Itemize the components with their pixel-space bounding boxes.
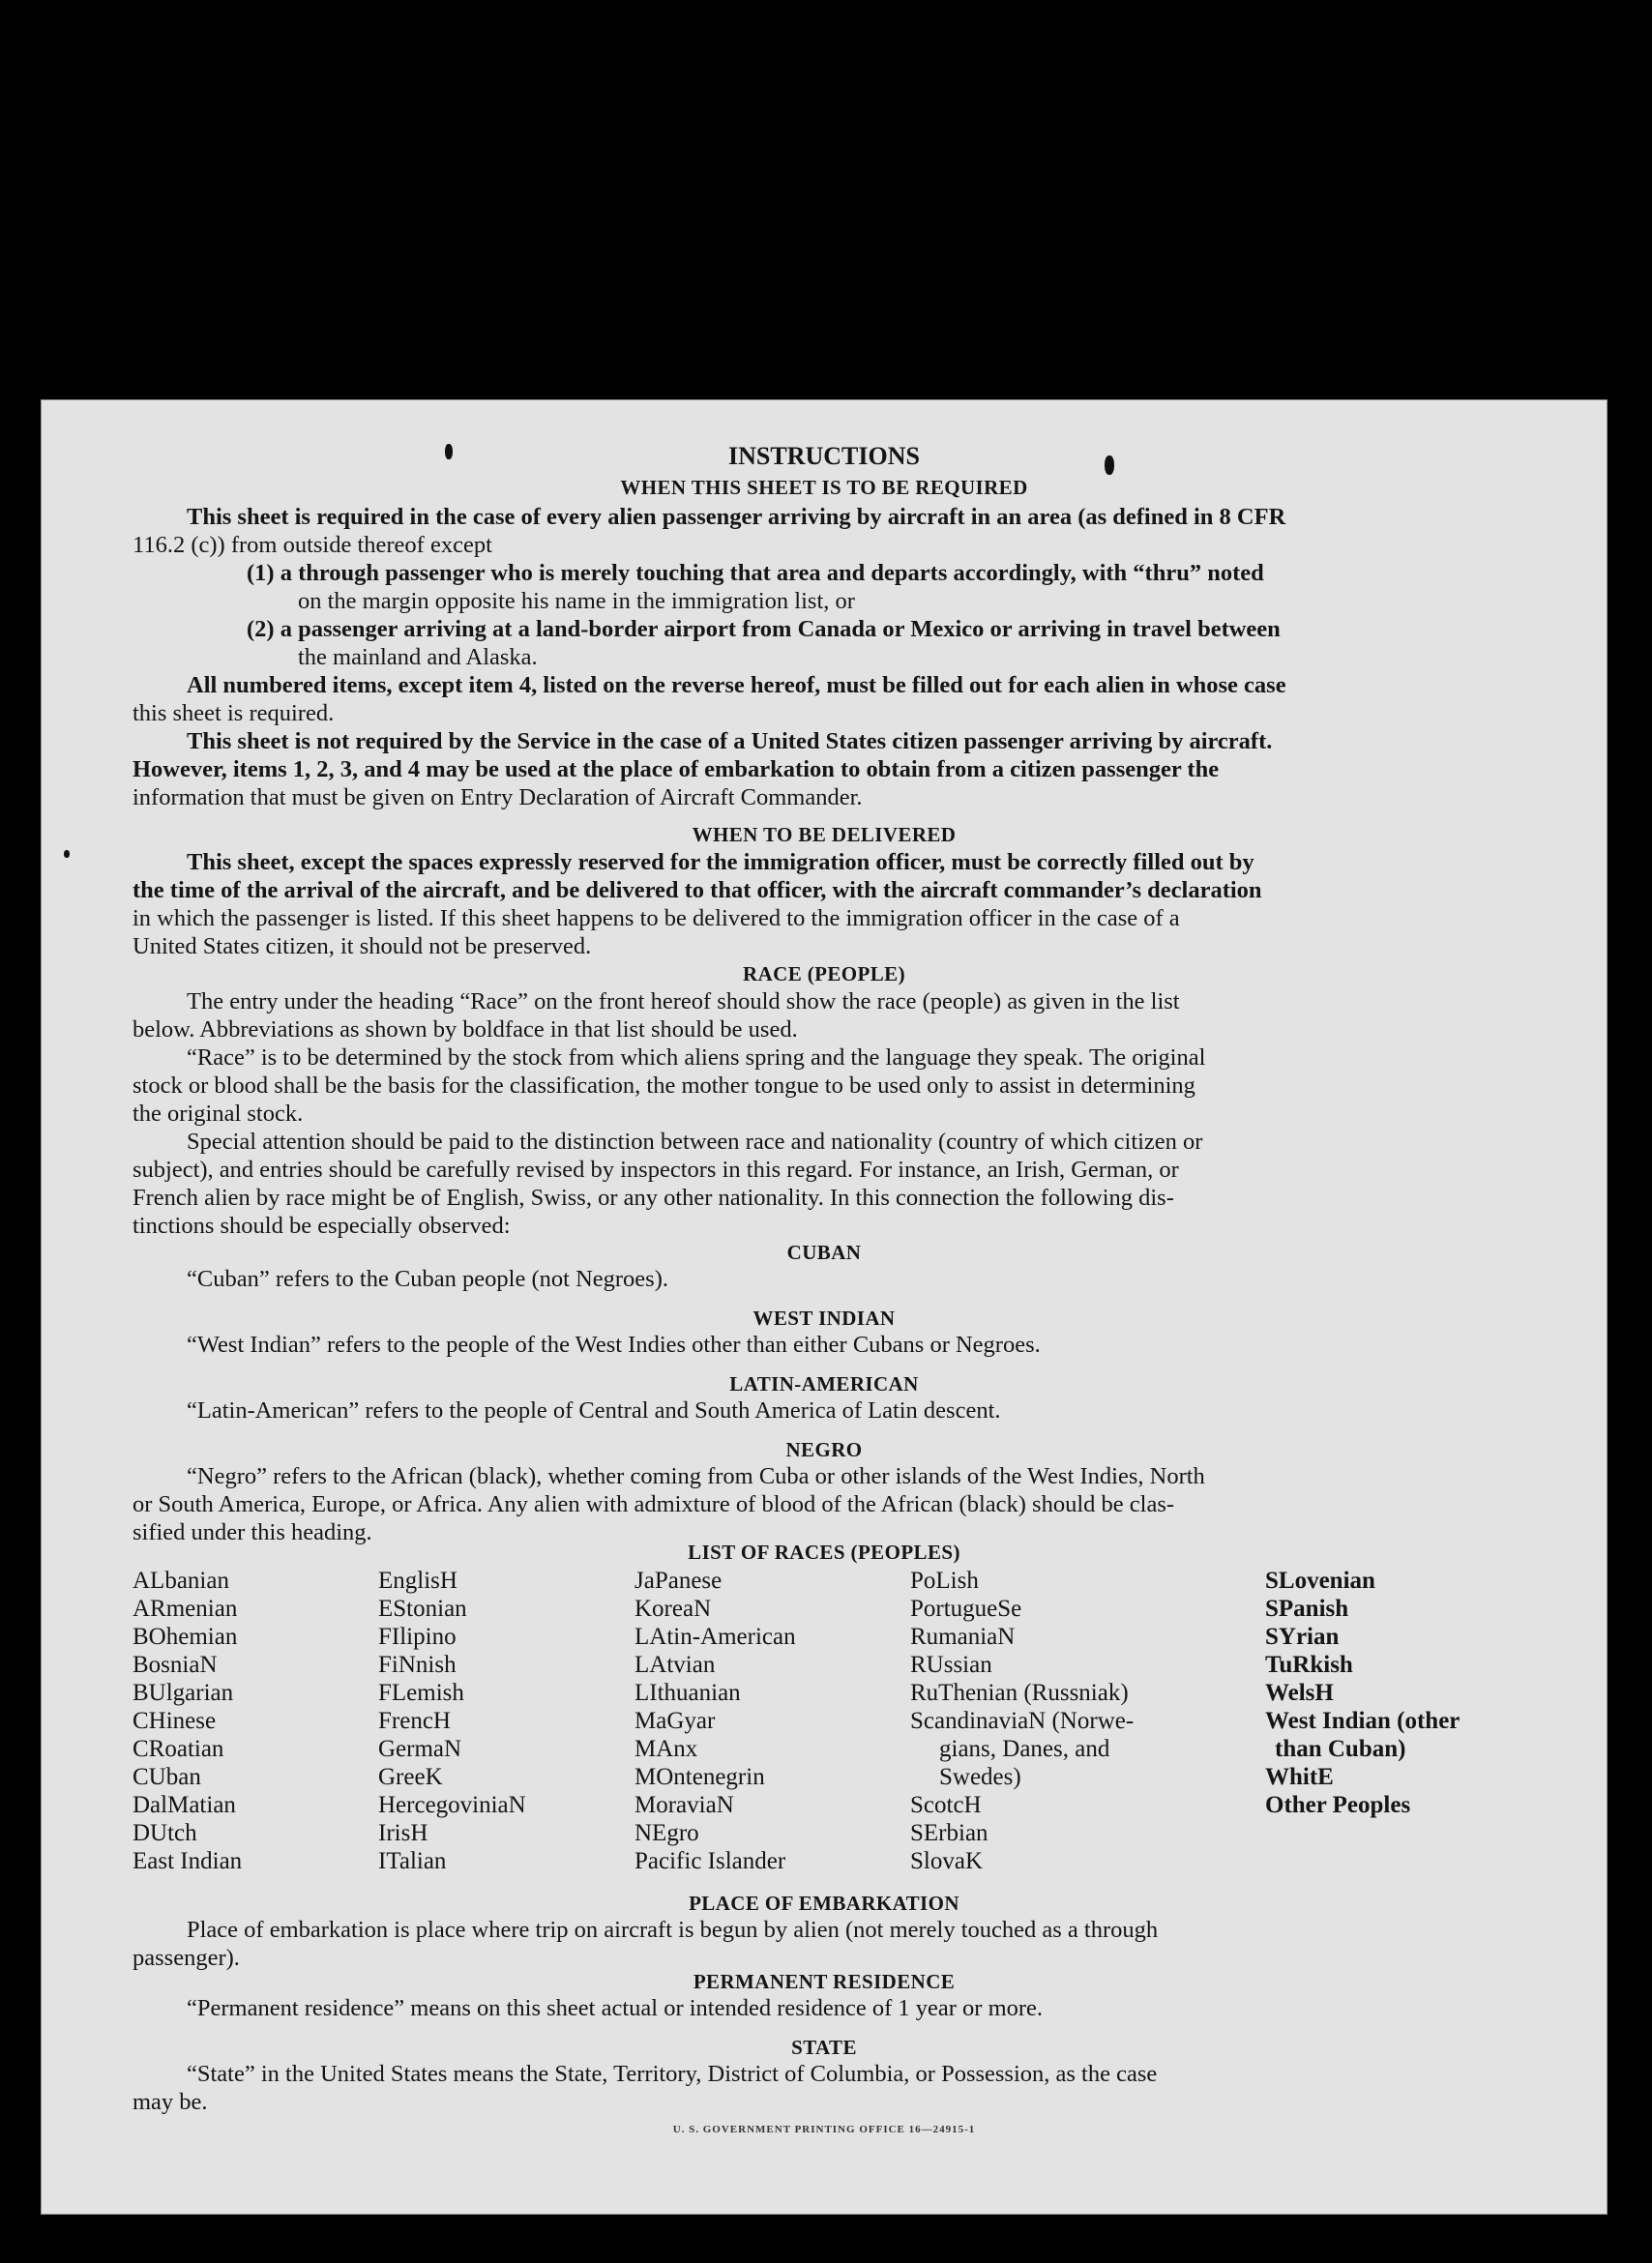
race-list-item: ARmenian: [133, 1596, 238, 1622]
text-line: “Permanent residence” means on this sheet actual or intended residence of 1 year or more.: [187, 1995, 1044, 2021]
race-list-item: PoLish: [910, 1568, 979, 1594]
race-list-item: NEgro: [634, 1820, 699, 1846]
race-list-item: FIlipino: [378, 1624, 457, 1650]
race-list-item: IrisH: [378, 1820, 428, 1846]
race-list-item: BOhemian: [133, 1624, 238, 1650]
section-heading-cuban: CUBAN: [786, 1241, 862, 1264]
race-list-item: SLovenian: [1265, 1568, 1375, 1594]
text-line: (2) a passenger arriving at a land-border airport from Canada or Mexico or arriving in travel between: [247, 616, 1281, 642]
text-line: French alien by race might be of English, Swiss, or any other nationality. In this connection the following dis-: [133, 1185, 1174, 1211]
text-line: subject), and entries should be carefully revised by inspectors in this regard. For instance, an Irish, German, or: [133, 1157, 1179, 1183]
race-list-item: EStonian: [378, 1596, 467, 1622]
text-line: “Latin-American” refers to the people of Central and South America of Latin descent.: [187, 1397, 1001, 1424]
text-line: (1) a through passenger who is merely touching that area and departs accordingly, with “thru” noted: [247, 560, 1264, 586]
race-list-item: SErbian: [910, 1820, 988, 1846]
section-heading-race: RACE (PEOPLE): [743, 962, 905, 985]
race-list-item: RuThenian (Russniak): [910, 1680, 1129, 1706]
race-list-item: BosniaN: [133, 1652, 218, 1678]
text-line: tinctions should be especially observed:: [133, 1213, 511, 1239]
race-list-item: SPanish: [1265, 1596, 1349, 1622]
text-line: 116.2 (c)) from outside thereof except: [133, 532, 492, 558]
text-line: “West Indian” refers to the people of the West Indies other than either Cubans or Negroes.: [187, 1332, 1041, 1358]
race-list-item: CUban: [133, 1764, 201, 1790]
text-line: However, items 1, 2, 3, and 4 may be used at the place of embarkation to obtain from a citizen passenger the: [133, 756, 1220, 782]
text-line: this sheet is required.: [133, 700, 335, 726]
text-line: on the margin opposite his name in the immigration list, or: [298, 588, 855, 614]
race-list-item: ScandinaviaN (Norwe-: [910, 1708, 1135, 1734]
text-line: Special attention should be paid to the distinction between race and nationality (country of which citizen or: [187, 1129, 1203, 1155]
race-list-item: MoraviaN: [634, 1792, 734, 1818]
race-list-item: than Cuban): [1275, 1736, 1406, 1762]
text-line: below. Abbreviations as shown by boldface in that list should be used.: [133, 1016, 798, 1043]
race-list-item: WhitE: [1265, 1764, 1334, 1790]
race-list-item: KoreaN: [634, 1596, 712, 1622]
race-list-item: WelsH: [1265, 1680, 1334, 1706]
race-list-item: ScotcH: [910, 1792, 982, 1818]
text-line: This sheet is not required by the Service in the case of a United States citizen passenger arriving by aircraft.: [187, 728, 1273, 754]
text-line: the mainland and Alaska.: [298, 644, 538, 670]
race-list-item: EnglisH: [378, 1568, 457, 1594]
text-line: The entry under the heading “Race” on the front hereof should show the race (people) as given in the list: [187, 988, 1180, 1014]
race-list-item: LAtin-American: [634, 1624, 796, 1650]
text-line: All numbered items, except item 4, listed on the reverse hereof, must be filled out for each alien in whose case: [187, 672, 1286, 698]
section-heading-west-indian: WEST INDIAN: [752, 1307, 896, 1330]
race-list-item: LAtvian: [634, 1652, 716, 1678]
text-line: This sheet is required in the case of every alien passenger arriving by aircraft in an area (as defined in 8 CFR: [187, 504, 1286, 530]
race-list-item: West Indian (other: [1265, 1708, 1460, 1734]
race-list-item: GreeK: [378, 1764, 443, 1790]
text-line: “Negro” refers to the African (black), whether coming from Cuba or other islands of the West Indies, North: [187, 1463, 1205, 1489]
text-line: may be.: [133, 2089, 208, 2115]
text-line: United States citizen, it should not be preserved.: [133, 933, 592, 959]
race-list-item: MOntenegrin: [634, 1764, 765, 1790]
race-list-item: FLemish: [378, 1680, 464, 1706]
text-line: “Race” is to be determined by the stock from which aliens spring and the language they speak. The original: [187, 1044, 1206, 1071]
race-list-item: DUtch: [133, 1820, 197, 1846]
section-heading-negro: NEGRO: [785, 1438, 863, 1461]
race-list-item: JaPanese: [634, 1568, 723, 1594]
race-list-item: FrencH: [378, 1708, 451, 1734]
text-line: “State” in the United States means the State, Territory, District of Columbia, or Possession, as the case: [187, 2061, 1158, 2087]
section-heading-when-required: WHEN THIS SHEET IS TO BE REQUIRED: [620, 476, 1028, 499]
section-heading-state: STATE: [791, 2036, 857, 2059]
race-list-item: SYrian: [1265, 1624, 1340, 1650]
race-list-item: PortugueSe: [910, 1596, 1022, 1622]
text-line: in which the passenger is listed. If this sheet happens to be delivered to the immigration officer in the case of a: [133, 905, 1180, 931]
race-list-item: Swedes): [939, 1764, 1021, 1790]
race-list-item: SlovaK: [910, 1848, 983, 1874]
instruction-sheet: [41, 399, 1608, 2215]
text-line: This sheet, except the spaces expressly reserved for the immigration officer, must be correctly filled out by: [187, 849, 1254, 875]
race-list-item: East Indian: [133, 1848, 243, 1874]
race-list-item: FiNnish: [378, 1652, 457, 1678]
text-line: the original stock.: [133, 1101, 304, 1127]
race-list-item: HercegoviniaN: [378, 1792, 526, 1818]
text-line: Place of embarkation is place where trip on aircraft is begun by alien (not merely touched as a through: [187, 1917, 1159, 1943]
race-list-item: RumaniaN: [910, 1624, 1016, 1650]
text-line: information that must be given on Entry Declaration of Aircraft Commander.: [133, 784, 863, 810]
section-heading-latin-american: LATIN-AMERICAN: [729, 1372, 919, 1396]
race-list-item: RUssian: [910, 1652, 992, 1678]
race-list-item: Pacific Islander: [634, 1848, 786, 1874]
text-line: stock or blood shall be the basis for the classification, the mother tongue to be used only to assist in determining: [133, 1073, 1195, 1099]
page-title: INSTRUCTIONS: [728, 442, 920, 470]
printer-imprint: U. S. GOVERNMENT PRINTING OFFICE 16—24915-1: [672, 2124, 976, 2135]
text-line: sified under this heading.: [133, 1519, 372, 1545]
race-list-item: LIthuanian: [634, 1680, 741, 1706]
race-list-item: gians, Danes, and: [939, 1736, 1110, 1762]
race-list-item: ALbanian: [133, 1568, 229, 1594]
race-list-item: DalMatian: [133, 1792, 236, 1818]
race-list-item: GermaN: [378, 1736, 462, 1762]
race-list-item: CRoatian: [133, 1736, 224, 1762]
section-heading-list-of-races: LIST OF RACES (PEOPLES): [688, 1541, 960, 1564]
race-list-item: ITalian: [378, 1848, 447, 1874]
race-list-item: CHinese: [133, 1708, 217, 1734]
race-list-item: Other Peoples: [1265, 1792, 1411, 1818]
race-list-item: BUlgarian: [133, 1680, 234, 1706]
section-heading-permanent-residence: PERMANENT RESIDENCE: [693, 1970, 956, 1993]
text-line: or South America, Europe, or Africa. Any alien with admixture of blood of the African (black) should be clas-: [133, 1491, 1175, 1517]
race-list-item: MAnx: [634, 1736, 698, 1762]
section-heading-when-delivered: WHEN TO BE DELIVERED: [692, 823, 957, 846]
race-list-item: MaGyar: [634, 1708, 716, 1734]
ink-mark: [64, 850, 70, 858]
text-line: passenger).: [133, 1945, 240, 1971]
section-heading-embarkation: PLACE OF EMBARKATION: [689, 1892, 959, 1915]
text-line: “Cuban” refers to the Cuban people (not Negroes).: [187, 1266, 668, 1292]
text-line: the time of the arrival of the aircraft, and be delivered to that officer, with the aircraft commander’s declaration: [133, 877, 1262, 903]
race-list-item: TuRkish: [1265, 1652, 1353, 1678]
